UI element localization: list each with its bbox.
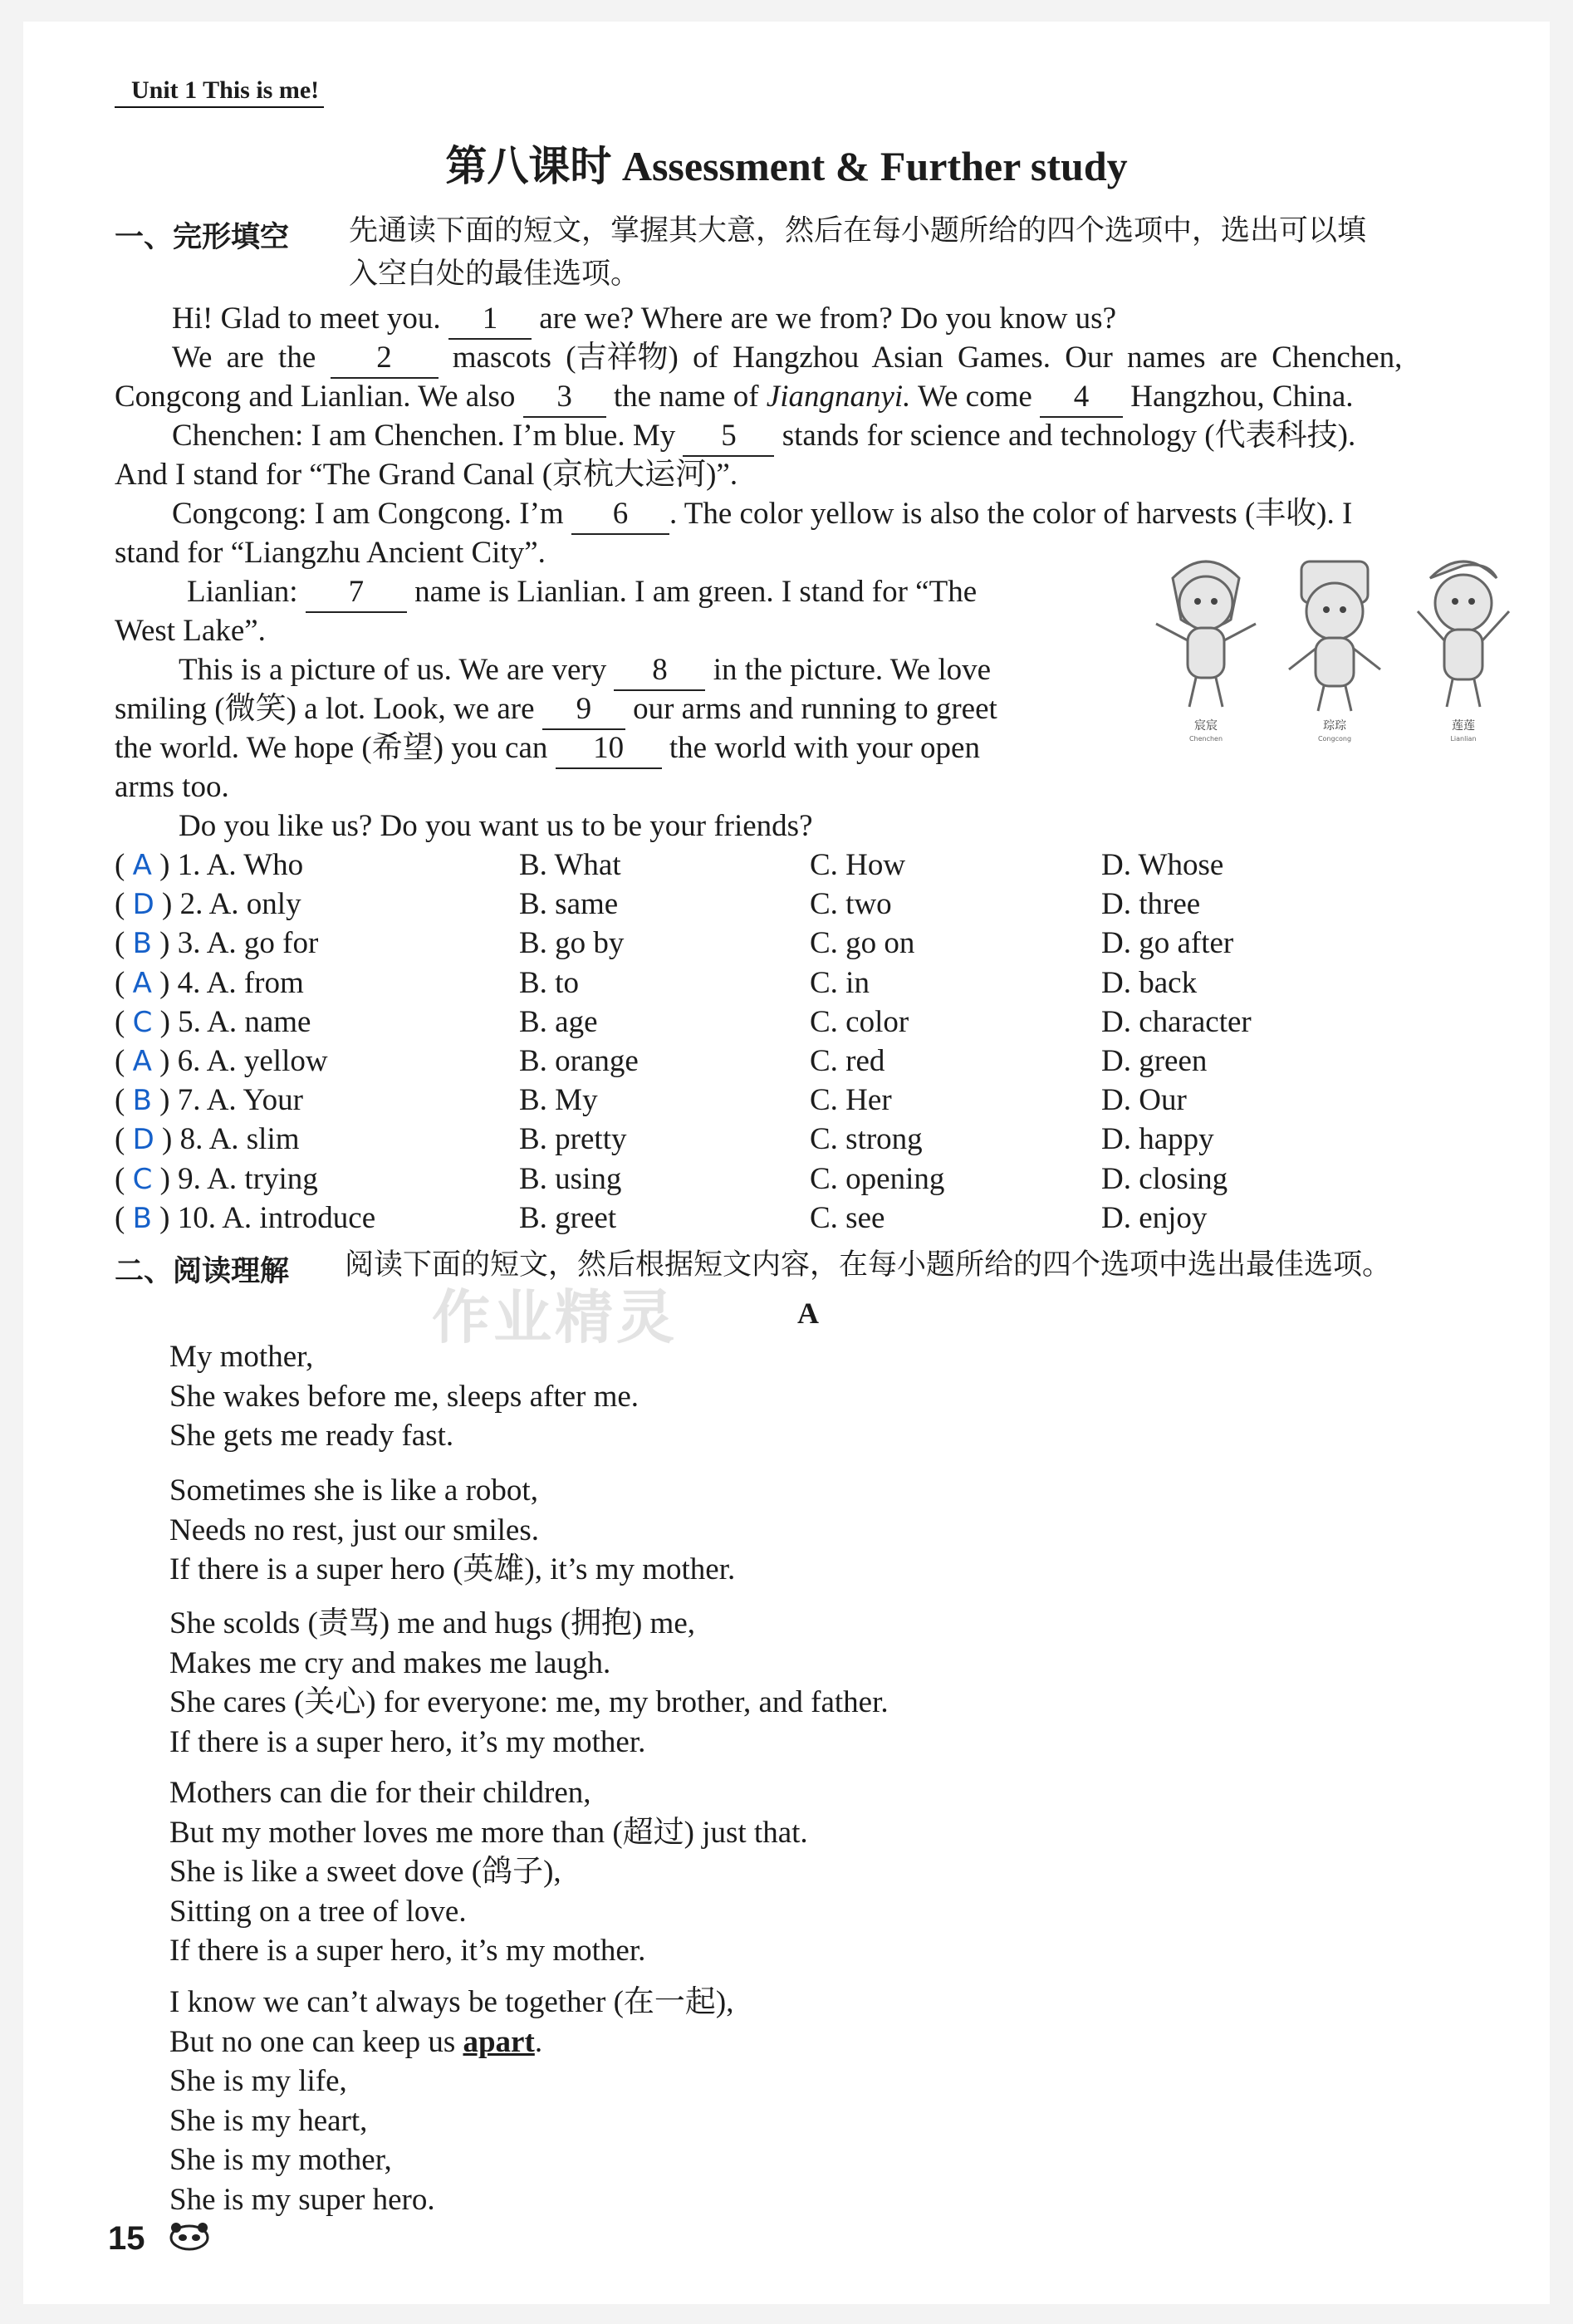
option-c[interactable]: C. red <box>810 1044 885 1078</box>
cloze-line: Do you like us? Do you want us to be your friends? <box>179 809 813 843</box>
question-number: ( A ) 4. A. from <box>115 965 304 1000</box>
question-number: ( C ) 5. A. name <box>115 1004 311 1039</box>
option-d[interactable]: D. three <box>1101 887 1201 922</box>
blank-1: 1 <box>448 299 532 340</box>
poem-stanza-3: She scolds (责骂) me and hugs (拥抱) me, Makes me cry and makes me laugh. She cares (关心) for everyone: me, my brother, and father. If there is a super hero, it’s my mother. <box>169 1606 889 1759</box>
option-b[interactable]: B. My <box>519 1083 598 1118</box>
question-number: ( B ) 7. A. Your <box>115 1083 303 1118</box>
cloze-line: We are the 2 mascots (吉祥物) of Hangzhou Asian Games. Our names are Chenchen, <box>172 338 1402 379</box>
poem-stanza-1: My mother, She wakes before me, sleeps after me. She gets me ready fast. <box>169 1340 639 1453</box>
cloze-line: the world. We hope (希望) you can 10 the world with your open <box>115 728 980 769</box>
option-b[interactable]: B. go by <box>519 926 625 961</box>
answer-choice[interactable]: B <box>132 927 152 961</box>
page-number: 15 <box>108 2220 145 2257</box>
mascot-illustration <box>1139 545 1530 744</box>
blank-4: 4 <box>1040 377 1123 418</box>
section2-instruction: 阅读下面的短文，然后根据短文内容，在每小题所给的四个选项中选出最佳选项。 <box>345 1248 1392 1282</box>
mascots-picture <box>1139 545 1530 744</box>
option-c[interactable]: C. in <box>810 965 870 1000</box>
option-b[interactable]: B. to <box>519 965 579 1000</box>
poem-stanza-2: Sometimes she is like a robot, Needs no rest, just our smiles. If there is a super hero (英雄), it’s my mother. <box>169 1473 736 1586</box>
option-d[interactable]: D. enjoy <box>1101 1200 1208 1235</box>
option-d[interactable]: D. happy <box>1101 1122 1214 1157</box>
option-b[interactable]: B. orange <box>519 1044 639 1078</box>
option-b[interactable]: B. using <box>519 1161 622 1196</box>
cloze-line: This is a picture of us. We are very 8 in the picture. We love <box>179 650 991 691</box>
question-number: ( B ) 3. A. go for <box>115 926 319 961</box>
blank-10: 10 <box>556 728 662 769</box>
option-d[interactable]: D. Whose <box>1101 848 1224 882</box>
blank-3: 3 <box>523 377 606 418</box>
answer-choice[interactable]: C <box>132 1162 153 1196</box>
page-title: 第八课时 Assessment & Further study <box>445 143 1128 189</box>
answer-choice[interactable]: A <box>132 849 152 882</box>
option-d[interactable]: D. go after <box>1101 926 1234 961</box>
section1-instruction-1: 先通读下面的短文，掌握其大意，然后在每小题所给的四个选项中，选出可以填 <box>349 214 1367 248</box>
poem-stanza-5: I know we can’t always be together (在一起), But no one can keep us apart. She is my life, She is my heart, She is my mother, She is my super hero. <box>169 1985 734 2217</box>
cloze-line: And I stand for “The Grand Canal (京杭大运河)”. <box>115 458 738 492</box>
answer-choice[interactable]: A <box>132 966 152 1000</box>
question-number: ( D ) 2. A. only <box>115 887 301 922</box>
cloze-line: arms too. <box>115 770 229 804</box>
blank-7: 7 <box>306 572 407 613</box>
cloze-line: Chenchen: I am Chenchen. I’m blue. My 5 stands for science and technology (代表科技). <box>172 416 1355 457</box>
option-d[interactable]: D. green <box>1101 1044 1208 1078</box>
blank-2: 2 <box>331 338 439 379</box>
cloze-line: Congcong: I am Congcong. I’m 6 . The color yellow is also the color of harvests (丰收). I <box>172 494 1352 535</box>
option-b[interactable]: B. What <box>519 848 621 882</box>
option-c[interactable]: C. opening <box>810 1161 945 1196</box>
question-number: ( A ) 6. A. yellow <box>115 1044 328 1078</box>
answer-choice[interactable]: D <box>132 1123 154 1157</box>
watermark-text: 作业精灵 <box>432 1283 678 1351</box>
underlined-word: apart <box>463 2024 535 2059</box>
section1-label: 一、完形填空 <box>115 221 290 254</box>
blank-5: 5 <box>683 416 774 457</box>
option-d[interactable]: D. back <box>1101 965 1198 1000</box>
blank-8: 8 <box>614 650 705 691</box>
question-number: ( A ) 1. A. Who <box>115 848 304 882</box>
mascot-name-b: 琮琮 <box>1323 719 1346 733</box>
section2-label: 二、阅读理解 <box>115 1255 290 1288</box>
option-b[interactable]: B. age <box>519 1004 598 1039</box>
answer-choice[interactable]: C <box>132 1005 153 1039</box>
panda-icon <box>166 2218 213 2255</box>
option-c[interactable]: C. go on <box>810 926 915 961</box>
option-b[interactable]: B. same <box>519 887 619 922</box>
blank-9: 9 <box>542 689 625 730</box>
question-number: ( B ) 10. A. introduce <box>115 1200 376 1235</box>
option-c[interactable]: C. strong <box>810 1122 923 1157</box>
blank-6: 6 <box>571 494 669 535</box>
cloze-line: Hi! Glad to meet you. 1 are we? Where are we from? Do you know us? <box>172 299 1116 340</box>
passage-label: A <box>797 1297 819 1330</box>
cloze-line: Congcong and Lianlian. We also 3 the name of Jiangnanyi. We come 4 Hangzhou, China. <box>115 377 1354 418</box>
option-d[interactable]: D. character <box>1101 1004 1252 1039</box>
cloze-line: smiling (微笑) a lot. Look, we are 9 our arms and running to greet <box>115 689 997 730</box>
option-b[interactable]: B. pretty <box>519 1122 627 1157</box>
unit-header: Unit 1 This is me! <box>115 76 324 108</box>
option-d[interactable]: D. Our <box>1101 1083 1187 1118</box>
option-c[interactable]: C. color <box>810 1004 909 1039</box>
mascot-name-b-en: Congcong <box>1317 735 1352 743</box>
mascot-name-a-en: Chenchen <box>1188 735 1223 743</box>
mascot-name-c-en: Lianlian <box>1450 735 1477 743</box>
option-c[interactable]: C. see <box>810 1200 885 1235</box>
cloze-line: Lianlian: 7 name is Lianlian. I am green. I stand for “The <box>187 572 977 613</box>
option-c[interactable]: C. two <box>810 887 892 922</box>
answer-choice[interactable]: A <box>132 1045 152 1078</box>
answer-choice[interactable]: B <box>132 1084 152 1118</box>
mascot-name-c: 莲莲 <box>1452 719 1475 733</box>
option-b[interactable]: B. greet <box>519 1200 617 1235</box>
option-d[interactable]: D. closing <box>1101 1161 1228 1196</box>
cloze-line: stand for “Liangzhu Ancient City”. <box>115 536 546 570</box>
option-c[interactable]: C. Her <box>810 1083 892 1118</box>
poem-stanza-4: Mothers can die for their children, But my mother loves me more than (超过) just that. She is like a sweet dove (鸽子), Sitting on a tree of love. If there is a super hero, it’s my mother. <box>169 1776 808 1968</box>
question-number: ( C ) 9. A. trying <box>115 1161 318 1196</box>
option-c[interactable]: C. How <box>810 848 906 882</box>
section1-instruction-2: 入空白处的最佳选项。 <box>349 257 640 291</box>
answer-choice[interactable]: B <box>132 1201 152 1235</box>
question-number: ( D ) 8. A. slim <box>115 1122 300 1157</box>
mascot-name-a: 宸宸 <box>1194 719 1218 733</box>
answer-choice[interactable]: D <box>132 888 154 922</box>
cloze-line: West Lake”. <box>115 614 266 648</box>
